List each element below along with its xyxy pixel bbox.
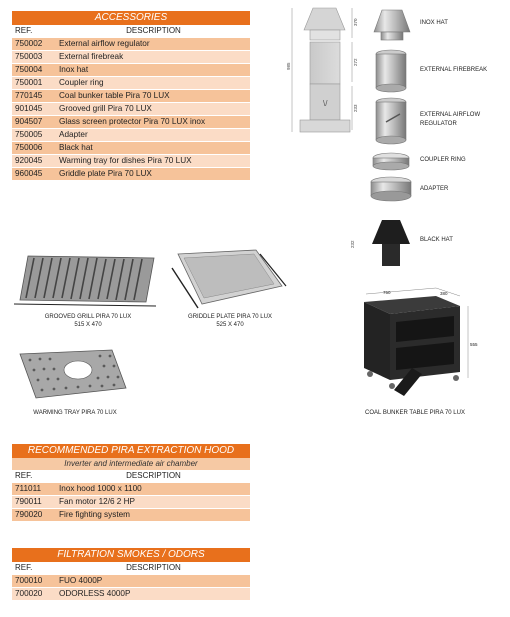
extraction-hood-table	[12, 444, 250, 521]
dimension-total: 985	[286, 62, 291, 70]
svg-text:\/: \/	[323, 99, 328, 108]
row-ref: 920045	[15, 156, 43, 165]
dimension-firebreak: 272	[353, 58, 358, 66]
extraction-column-headers	[12, 470, 250, 482]
black-hat-image	[372, 220, 410, 266]
row-description: Grooved grill Pira 70 LUX	[59, 104, 152, 113]
inox-hat-image	[374, 10, 410, 40]
table-row	[12, 76, 250, 89]
dimension-regulator: 233	[353, 104, 358, 112]
row-description: Coupler ring	[59, 78, 104, 87]
coupler-ring-label: COUPLER RING	[420, 157, 466, 163]
ref-column-header: REF.	[15, 26, 33, 35]
row-ref: 700010	[15, 576, 43, 585]
filtration-table	[12, 548, 250, 600]
coal-bunker-width: 750	[383, 290, 391, 295]
filtration-title: FILTRATION SMOKES / ODORS	[12, 548, 250, 562]
row-description: External firebreak	[59, 52, 124, 61]
table-row	[12, 115, 250, 128]
extraction-hood-title: RECOMMENDED PIRA EXTRACTION HOOD	[12, 444, 250, 458]
black-hat-label: BLACK HAT	[420, 237, 453, 243]
row-description: Fan motor 12/6 2 HP	[59, 497, 135, 506]
row-description: Black hat	[59, 143, 93, 152]
griddle-plate-size: 525 X 470	[216, 322, 244, 328]
coupler-ring-image	[373, 153, 409, 170]
coal-bunker-table-image	[356, 282, 476, 404]
row-ref: 750003	[15, 52, 43, 61]
table-row	[12, 482, 250, 495]
row-ref: 960045	[15, 169, 43, 178]
table-row	[12, 154, 250, 167]
row-ref: 711011	[15, 484, 42, 493]
external-firebreak-label: EXTERNAL FIREBREAK	[420, 67, 488, 73]
accessories-title: ACCESSORIES	[12, 11, 250, 25]
filtration-column-headers	[12, 562, 250, 574]
warming-tray-image	[14, 344, 132, 406]
adapter-image	[371, 177, 411, 201]
row-description: FUO 4000P	[59, 576, 103, 585]
table-row	[12, 141, 250, 154]
row-description: External airflow regulator	[59, 39, 150, 48]
row-ref: 750001	[15, 78, 43, 87]
adapter-label: ADAPTER	[420, 186, 449, 192]
table-row	[12, 102, 250, 115]
accessories-column-headers	[12, 25, 250, 37]
ref-column-header: REF.	[15, 471, 33, 480]
dimension-black-hat: 232	[350, 240, 355, 248]
row-description: Coal bunker table Pira 70 LUX	[59, 91, 170, 100]
table-row	[12, 508, 250, 521]
ref-column-header: REF.	[15, 563, 33, 572]
external-firebreak-image	[376, 50, 406, 92]
airflow-regulator-label-line1: EXTERNAL AIRFLOW	[420, 112, 481, 118]
table-row	[12, 63, 250, 76]
row-description: ODORLESS 4000P	[59, 589, 131, 598]
grooved-grill-image	[14, 252, 160, 310]
row-description: Adapter	[59, 130, 88, 139]
row-description: Inox hood 1000 x 1100	[59, 484, 142, 493]
row-ref: 750005	[15, 130, 43, 139]
row-ref: 750006	[15, 143, 43, 152]
accessories-table	[12, 11, 250, 180]
coal-bunker-height: 555	[470, 342, 478, 347]
row-description: Griddle plate Pira 70 LUX	[59, 169, 152, 178]
airflow-regulator-image	[376, 98, 406, 144]
dimension-hat: 370	[353, 18, 358, 26]
table-row	[12, 574, 250, 587]
row-description: Glass screen protector Pira 70 LUX inox	[59, 117, 206, 126]
chimney-assembly-illustration	[282, 2, 510, 272]
table-row	[12, 128, 250, 141]
description-column-header: DESCRIPTION	[126, 563, 181, 572]
row-ref: 790020	[15, 510, 43, 519]
warming-tray-caption: WARMING TRAY PIRA 70 LUX	[33, 410, 117, 416]
row-ref: 750002	[15, 39, 43, 48]
coal-bunker-depth: 380	[440, 291, 448, 296]
inox-hat-label: INOX HAT	[420, 20, 448, 26]
row-ref: 790011	[15, 497, 42, 506]
grooved-grill-size: 515 X 470	[74, 322, 102, 328]
table-row	[12, 50, 250, 63]
row-ref: 750004	[15, 65, 43, 74]
griddle-plate-caption: GRIDDLE PLATE PIRA 70 LUX	[188, 314, 272, 320]
extraction-hood-subtitle: Inverter and intermediate air chamber	[12, 458, 250, 470]
row-ref: 901045	[15, 104, 43, 113]
row-description: Inox hat	[59, 65, 89, 74]
table-row	[12, 37, 250, 50]
description-column-header: DESCRIPTION	[126, 471, 181, 480]
description-column-header: DESCRIPTION	[126, 26, 181, 35]
row-description: Warming tray for dishes Pira 70 LUX	[59, 156, 192, 165]
row-description: Fire fighting system	[59, 510, 130, 519]
table-row	[12, 495, 250, 508]
chimney-schematic	[292, 8, 352, 132]
airflow-regulator-label-line2: REGULATOR	[420, 121, 457, 127]
grooved-grill-caption: GROOVED GRILL PIRA 70 LUX	[44, 314, 132, 320]
table-row	[12, 89, 250, 102]
table-row	[12, 167, 250, 180]
row-ref: 904507	[15, 117, 43, 126]
table-row	[12, 587, 250, 600]
coal-bunker-caption: COAL BUNKER TABLE PIRA 70 LUX	[365, 410, 465, 416]
row-ref: 770145	[15, 91, 43, 100]
griddle-plate-image	[170, 246, 290, 312]
row-ref: 700020	[15, 589, 43, 598]
